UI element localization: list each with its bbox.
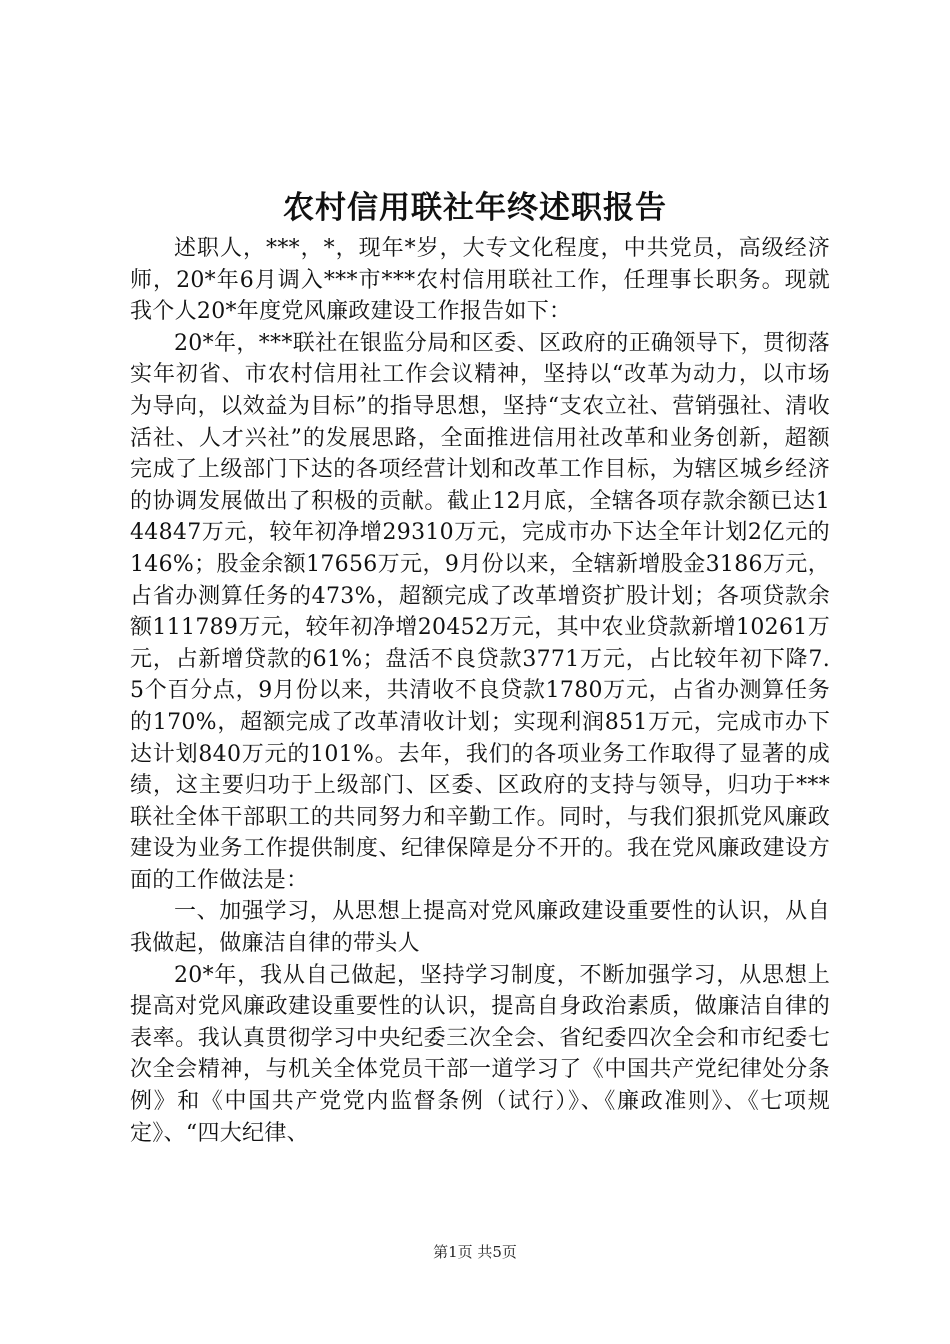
paragraph-achievements: 20*年，***联社在银监分局和区委、区政府的正确领导下，贯彻落实年初省、市农村信用社工作会议精神，坚持以“改革为动力，以市场为导向，以效益为目标”的指导思想，坚持“支农立社、营销强社、清收活社、人才兴社”的发展思路，全面推进信用社改革和业务创新，超额完成了上级部门下达的各项经营计划和改革工作目标，为辖区城乡经济的协调发展做出了积极的贡献。截止12月底，全辖各项存款余额已达144847万元，较年初净增29310万元，完成市办下达全年计划2亿元的146%；股金余额17656万元，9月份以来，全辖新增股金3186万元，占省办测算任务的473%，超额完成了改革增资扩股计划；各项贷款余额111789万元，较年初净增20452万元，其中农业贷款新增10261万元，占新增贷款的61%；盘活不良贷款3771万元，占比较年初下降7.5个百分点，9月份以来，共清收不良贷款1780万元，占省办测算任务的170%，超额完成了改革清收计划；实现利润851万元，完成市办下达计划840万元的101%。去年，我们的各项业务工作取得了显著的成绩，这主要归功于上级部门、区委、区政府的支持与领导，归功于***联社全体干部职工的共同努力和辛勤工作。同时，与我们狠抓党风廉政建设为业务工作提供制度、纪律保障是分不开的。我在党风廉政建设方面的工作做法是： [130,330,830,893]
section-heading-1: 一、加强学习，从思想上提高对党风廉政建设重要性的认识，从自我做起，做廉洁自律的带头人 [130,899,830,957]
document-body [130,233,830,1149]
document-title: 农村信用联社年终述职报告 [283,190,667,226]
paragraph-study: 20*年，我从自己做起，坚持学习制度，不断加强学习，从思想上提高对党风廉政建设重要性的认识，提高自身政治素质，做廉洁自律的表率。我认真贯彻学习中央纪委三次全会、省纪委四次全会和市纪委七次全会精神，与机关全体党员干部一道学习了《中国共产党纪律处分条例》和《中国共产党党内监督条例（试行）》、《廉政准则》、《七项规定》、“四大纪律、 [130,962,830,1146]
page-number-footer: 第1页 共5页 [433,1243,517,1261]
paragraph-intro: 述职人，***，*，现年*岁，大专文化程度，中共党员，高级经济师，20*年6月调入***市***农村信用联社工作，任理事长职务。现就我个人20*年度党风廉政建设工作报告如下： [130,236,830,325]
